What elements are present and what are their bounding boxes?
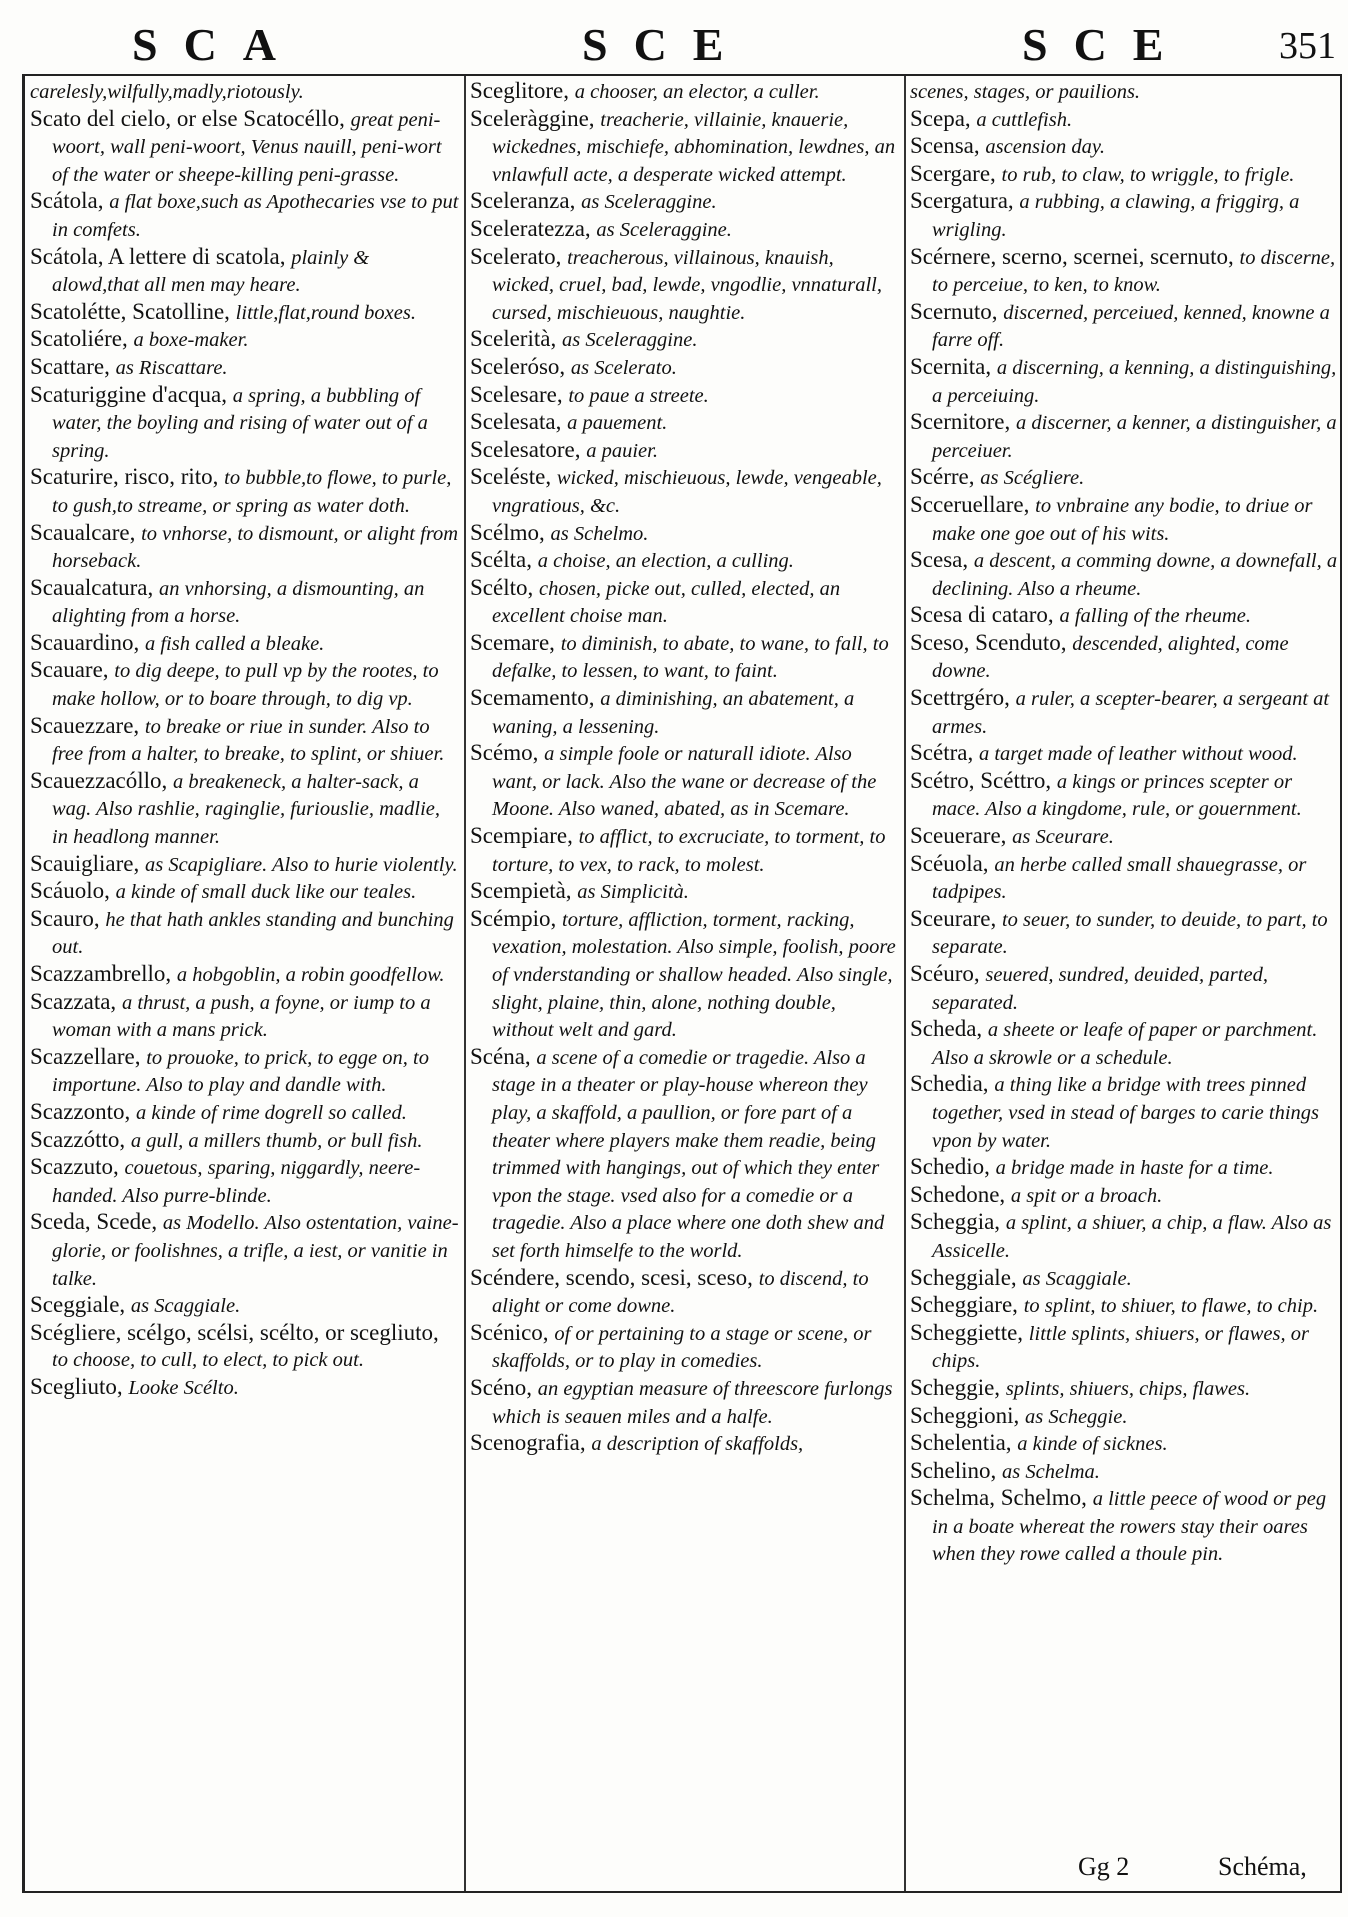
entry-definition: an vnhorsing, a dismounting, an alighting from a horse. [52,577,425,628]
entry-headword: Sceleràggine, [470,105,595,131]
entry-headword: Scheggiette, [910,1319,1024,1345]
dictionary-entry [910,464,1340,492]
dictionary-entry [910,1458,1340,1486]
dictionary-entry [910,133,1340,161]
entry-headword: Scéna, [470,1043,531,1069]
dictionary-entry [30,1099,460,1127]
entry-headword: Scazzuto, [30,1154,119,1180]
entry-headword: Scétro, Scéttro, [910,767,1052,793]
entry-headword: Sceleranza, [470,188,576,214]
dictionary-entry [910,823,1340,851]
entry-headword: Scélmo, [470,519,545,545]
entry-headword: Scelesata, [470,409,562,435]
dictionary-entry [470,1320,900,1375]
dictionary-entry [470,1044,900,1265]
entry-headword: Scaturire, risco, rito, [30,464,219,490]
entry-definition: an egyptian measure of threescore furlongs which is seauen miles and a halfe. [492,1377,893,1428]
dictionary-entry [470,1430,900,1458]
dictionary-entry [470,520,900,548]
entry-definition: as Scheggie. [1025,1405,1128,1428]
dictionary-entry [910,1209,1340,1264]
entry-headword: Sceda, Scede, [30,1209,158,1235]
entry-headword: Scensa, [910,133,980,159]
dictionary-entry [470,547,900,575]
entry-headword: Sceglitore, [470,78,569,103]
entry-headword: Scepa, [910,105,971,131]
entry-definition: a thrust, a push, a foyne, or iump to a woman with a mans prick. [52,991,431,1042]
running-header [22,18,1342,76]
entry-definition: as Simplicità. [577,881,689,904]
dictionary-entry [910,161,1340,189]
column-rule [464,76,466,1891]
entry-headword: Scempietà, [470,878,572,904]
entry-definition: to bubble,to flowe, to purle, to gush,to streame, or spring as water doth. [52,467,452,517]
entry-definition: to discerne, to perceiue, to ken, to know. [932,246,1336,297]
entry-headword: Scheggie, [910,1374,1001,1400]
dictionary-entry [910,1071,1340,1154]
dictionary-entry [30,768,460,851]
dictionary-entry [910,1154,1340,1182]
dictionary-entry [30,1209,460,1292]
entry-headword: Scceruellare, [910,491,1030,517]
entry-headword: Schelentia, [910,1430,1012,1456]
entry-headword: Scelesatore, [470,436,581,462]
entry-headword: Scéuola, [910,850,989,876]
entry-definition: couetous, sparing, niggardly, neere-handed. Also purre-blinde. [52,1157,421,1207]
column-2 [470,78,900,1878]
dictionary-entry [30,1044,460,1099]
entry-definition: to breake or riue in sunder. Also to free from a halter, to breake, to splint, or shiuer. [52,715,445,766]
page-number: 351 [1279,25,1336,67]
dictionary-entry [910,299,1340,354]
entry-definition: to vnbraine any bodie, to driue or make one goe out of his wits. [932,494,1313,545]
entry-headword: Scattare, [30,353,110,379]
dictionary-entry [910,630,1340,685]
entry-definition: a choise, an election, a culling. [537,550,794,573]
entry-definition: descended, alighted, come downe. [932,632,1289,683]
entry-definition: as Scapigliare. Also to hurie violently. [144,853,458,876]
dictionary-entry [910,188,1340,243]
entry-definition: wicked, mischieuous, lewde, vengeable, vngratious, &c. [492,467,882,517]
dictionary-entry [30,106,460,189]
entry-definition: an herbe called small shauegrasse, or tadpipes. [932,853,1307,904]
entry-definition: to vnhorse, to dismount, or alight from horseback. [52,522,459,573]
entry-headword: Scauigliare, [30,850,140,876]
entry-definition: as Scaggiale. [130,1295,241,1318]
entry-definition: Looke Scélto. [128,1376,239,1399]
entry-headword: Schelma, Schelmo, [910,1485,1087,1511]
dictionary-entry [30,713,460,768]
dictionary-entry [470,326,900,354]
entry-definition: little,flat,round boxes. [235,301,416,324]
entry-definition: chosen, picke out, culled, elected, an excellent choise man. [492,577,841,628]
entry-definition: to dig deepe, to pull vp by the rootes, to make hollow, or to boare through, to dig vp. [52,660,439,711]
entry-headword: Scatoliére, [30,326,128,352]
entry-definition: to splint, to shiuer, to flawe, to chip. [1023,1295,1319,1318]
entry-definition: ascension day. [985,136,1105,159]
dictionary-entry [910,1182,1340,1210]
dictionary-entry [470,78,900,106]
entry-definition: torture, affliction, torment, racking, vexation, molestation. Also simple, foolish, poore of vnderstanding or shallow headed. Also single, slight, plaine, thin, alone, nothing double, without welt and gard. [492,908,896,1042]
entry-definition: a pauier. [586,439,658,462]
entry-headword: Scátola, A lettere di scatola, [30,243,286,269]
entry-headword: Scempiare, [470,823,573,849]
entry-definition: as Sceurare. [1012,826,1114,849]
entry-headword: Scaualcatura, [30,574,154,600]
entry-headword: Sceggiale, [30,1292,126,1318]
entry-definition: treacherie, villainie, knauerie, wickednes, mischiefe, abhomination, lewdnes, an vnlawfull acte, a desperate wicked attempt. [492,108,896,186]
entry-headword: Scheggia, [910,1209,1001,1235]
entry-definition: seuered, sundred, deuided, parted, separated. [932,964,1268,1014]
entry-headword: Scégliere, scélgo, scélsi, scélto, or scegliuto, [30,1319,439,1345]
dictionary-entry [910,740,1340,768]
entry-headword: Schedio, [910,1154,990,1180]
dictionary-entry [910,1375,1340,1403]
entry-definition: to diminish, to abate, to wane, to fall, to defalke, to lessen, to want, to faint. [492,632,889,683]
dictionary-entry [910,851,1340,906]
entry-headword: Scauare, [30,657,109,683]
entry-definition: carelesly,wilfully,madly,riotously. [30,81,304,103]
entry-headword: Sceleróso, [470,353,566,379]
entry-definition: to rub, to claw, to wriggle, to frigle. [1001,163,1295,186]
entry-definition: little splints, shiuers, or flawes, or chips. [932,1322,1309,1373]
entry-headword: Scheda, [910,1016,983,1042]
dictionary-entry [30,878,460,906]
dictionary-entry [470,464,900,519]
entry-definition: a falling of the rheume. [1059,605,1251,628]
dictionary-entry [470,823,900,878]
entry-headword: Scazzambrello, [30,961,172,986]
dictionary-entry [470,409,900,437]
entry-headword: Sceleratezza, [470,215,591,241]
entry-headword: Scesa di cataro, [910,602,1054,628]
entry-headword: Scazzellare, [30,1043,141,1069]
entry-headword: Scato del cielo, or else Scatocéllo, [30,105,345,131]
entry-headword: Scéno, [470,1374,532,1400]
entry-headword: Scéuro, [910,961,980,986]
entry-headword: Scénico, [470,1319,549,1345]
dictionary-entry [470,630,900,685]
entry-headword: Scergatura, [910,188,1014,214]
entry-headword: Scémo, [470,740,539,766]
entry-headword: Scesa, [910,547,969,573]
entry-definition: great peni-woort, wall peni-woort, Venus nauill, peni-wort of the water or sheepe-killing peni-grasse. [52,108,442,186]
entry-definition: a diminishing, an abatement, a waning, a lessening. [492,688,855,738]
entry-definition: he that hath ankles standing and bunching out. [52,908,454,959]
dictionary-entry [470,1265,900,1320]
dictionary-entry [910,1016,1340,1071]
entry-definition: to discend, to alight or come downe. [492,1267,869,1318]
dictionary-entry [30,299,460,327]
entry-headword: Schelino, [910,1457,997,1483]
entry-definition: a boxe-maker. [133,329,249,352]
entry-headword: Scheggioni, [910,1402,1020,1428]
entry-definition: a pauement. [567,412,668,435]
entry-headword: Scheggiale, [910,1264,1017,1290]
entry-definition: a kinde of small duck like our teales. [115,881,417,904]
entry-definition: a sheete or leafe of paper or parchment. Also a skrowle or a schedule. [932,1019,1318,1069]
dictionary-entry [30,906,460,961]
dictionary-entry [30,989,460,1044]
entry-definition: a scene of a comedie or tragedie. Also a stage in a theater or play-house whereon they play, a skaffold, a paullion, or fore part of a theater where players make them readie, being trimmed with hangings, out of which they enter vpon the stage. vsed also for a comedie or a tragedie. Also a place where one doth shew and set forth himselfe to the world. [492,1046,885,1262]
dictionary-entry [910,1320,1340,1375]
entry-definition: a kings or princes scepter or mace. Also a kingdome, rule, or gouernment. [932,770,1302,821]
dictionary-entry [910,1292,1340,1320]
entry-definition: to paue a streete. [568,384,709,407]
entry-definition: scenes, stages, or pauilions. [910,81,1141,103]
entry-definition: a kinde of sicknes. [1017,1433,1168,1456]
entry-headword: Scauro, [30,905,100,931]
entry-definition: to seuer, to sunder, to deuide, to part, to separate. [932,908,1328,959]
entry-definition: a bridge made in haste for a time. [995,1157,1274,1180]
dictionary-entry [30,851,460,879]
entry-headword: Scéndere, scendo, scesi, sceso, [470,1264,753,1290]
entry-definition: as Modello. Also ostentation, vaine-glorie, or foolishnes, a trifle, a iest, or vanitie in talke. [52,1212,459,1290]
entry-headword: Scauardino, [30,629,140,655]
entry-definition: splints, shiuers, chips, flawes. [1005,1377,1251,1400]
entry-definition: a splint, a shiuer, a chip, a flaw. Also as Assicelle. [932,1212,1332,1262]
entry-headword: Scegliuto, [30,1373,123,1399]
entry-headword: Sceléste, [470,464,552,490]
entry-definition: a spit or a broach. [1010,1184,1163,1207]
entry-headword: Scaturiggine d'acqua, [30,381,228,407]
dictionary-entry [30,520,460,575]
entry-headword: Sceso, Scenduto, [910,629,1067,655]
dictionary-entry [910,492,1340,547]
entry-definition: a fish called a bleake. [144,632,325,655]
dictionary-entry [30,326,460,354]
entry-headword: Scelerità, [470,326,557,352]
entry-headword: Scemare, [470,629,555,655]
entry-definition: a rubbing, a clawing, a friggirg, a wrigling. [932,191,1300,241]
dictionary-entry [30,657,460,712]
entry-definition: plainly & alowd,that all men may heare. [52,246,370,297]
entry-definition: discerned, perceiued, kenned, knowne a farre off. [932,301,1330,352]
entry-headword: Scauezzare, [30,712,140,738]
dictionary-entry [30,464,460,519]
dictionary-entry [470,244,900,327]
header-left: SCA [132,19,303,70]
entry-definition: a simple foole or naturall idiote. Also want, or lack. Also the wane or decrease of the Moone. Also waned, abated, as in Scemare. [492,743,877,821]
dictionary-entry [910,106,1340,134]
entry-headword: Scernuto, [910,298,998,324]
entry-definition: a flat boxe,such as Apothecaries vse to put in comfets. [52,191,459,241]
entry-definition: as Sceleraggine. [561,329,698,352]
dictionary-entry [470,740,900,823]
entry-headword: Scemamento, [470,685,595,711]
entry-definition: to afflict, to excruciate, to torment, to torture, to vex, to rack, to molest. [492,826,886,876]
entry-headword: Scétra, [910,740,974,766]
entry-definition: a cuttlefish. [976,108,1073,131]
entry-definition: a thing like a bridge with trees pinned together, vsed in stead of barges to carie things vpon by water. [932,1074,1319,1152]
entry-headword: Scelerato, [470,243,562,269]
entry-definition: as Scégliere. [980,467,1085,490]
entry-headword: Sceuerare, [910,823,1007,849]
dictionary-entry [910,961,1340,1016]
dictionary-entry [470,354,900,382]
dictionary-entry [910,1430,1340,1458]
entry-definition: a gull, a millers thumb, or bull fish. [130,1129,423,1152]
dictionary-entry [910,602,1340,630]
column-1 [30,78,460,1878]
dictionary-entry [910,1403,1340,1431]
dictionary-entry [470,106,900,189]
dictionary-entry [30,188,460,243]
column-3 [910,78,1340,1878]
bottom-rule [22,1891,1342,1893]
dictionary-entry [30,961,460,989]
dictionary-entry [910,354,1340,409]
entry-definition: a chooser, an elector, a culler. [574,81,820,103]
signature-mark: Gg 2 [1078,1852,1130,1881]
entry-headword: Scérre, [910,464,975,490]
dictionary-entry [910,906,1340,961]
dictionary-entry [470,382,900,410]
entry-definition: treacherous, villainous, knauish, wicked, cruel, bad, lewde, vngodlie, vnnaturall, cursed, mischieuous, naughtie. [492,246,882,324]
dictionary-entry [470,216,900,244]
dictionary-entry [470,437,900,465]
entry-headword: Scaualcare, [30,519,136,545]
dictionary-entry [470,685,900,740]
entry-headword: Scelesare, [470,381,563,407]
entry-headword: Scheggiare, [910,1292,1018,1318]
dictionary-entry [30,244,460,299]
entry-definition: a discerning, a kenning, a distinguishing, a perceiuing. [932,356,1337,407]
dictionary-entry [30,78,460,106]
dictionary-entry [30,1374,460,1402]
entry-headword: Sceurare, [910,905,997,931]
dictionary-entry [910,1265,1340,1293]
column-rule [904,76,906,1891]
dictionary-entry [30,575,460,630]
entry-headword: Scernita, [910,353,992,379]
entry-headword: Schedia, [910,1071,989,1097]
entry-headword: Scémpio, [470,905,557,931]
entry-definition: as Sceleraggine. [581,191,717,214]
header-center: SCE [582,19,750,70]
entry-definition: a target made of leather without wood. [978,743,1298,766]
entry-headword: Scauezzacóllo, [30,767,168,793]
dictionary-entry [470,575,900,630]
entry-definition: as Sceleraggine. [596,218,732,241]
entry-headword: Scáuolo, [30,878,110,904]
entry-headword: Schedone, [910,1181,1006,1207]
dictionary-entry [470,1375,900,1430]
entry-definition: a discerner, a kenner, a distinguisher, a perceiuer. [932,412,1337,462]
entry-headword: Scérnere, scerno, scernei, scernuto, [910,243,1234,269]
entry-definition: of or pertaining to a stage or scene, or skaffolds, or to play in comedies. [492,1322,872,1373]
dictionary-entry [30,354,460,382]
entry-definition: to choose, to cull, to elect, to pick out. [52,1349,364,1372]
entry-definition: a little peece of wood or peg in a boate whereat the rowers stay their oares when they rowe called a thoule pin. [932,1488,1327,1566]
entry-headword: Scélto, [470,574,534,600]
header-right: SCE [1022,19,1190,70]
dictionary-entry [30,1127,460,1155]
dictionary-entry [910,1485,1340,1568]
entry-headword: Scatolétte, Scatolline, [30,298,230,324]
dictionary-entry [470,906,900,1044]
entry-headword: Scátola, [30,188,104,214]
entry-definition: as Scelerato. [570,356,677,379]
entry-headword: Scazzótto, [30,1126,126,1152]
dictionary-entry [470,188,900,216]
dictionary-entry [30,1154,460,1209]
entry-headword: Scélta, [470,547,532,573]
entry-definition: a breakeneck, a halter-sack, a wag. Also rashlie, raginglie, furiouslie, madlie, in headlong manner. [52,770,440,849]
entry-headword: Scazzata, [30,988,117,1014]
entry-headword: Scazzonto, [30,1098,131,1124]
entry-headword: Scenografia, [470,1430,586,1456]
catchword: Schéma, [1218,1852,1307,1881]
entry-definition: to prouoke, to prick, to egge on, to importune. Also to play and dandle with. [52,1046,429,1097]
dictionary-entry [30,1320,460,1374]
entry-definition: a ruler, a scepter-bearer, a sergeant at armes. [932,688,1330,738]
entry-definition: a spring, a bubbling of water, the boyling and rising of water out of a spring. [52,384,428,462]
entry-definition: as Schelmo. [550,522,649,545]
entry-definition: as Riscattare. [115,356,228,379]
entry-definition: a descent, a comming downe, a downefall, a declining. Also a rheume. [932,550,1338,600]
dictionary-entry [30,382,460,465]
entry-definition: a kinde of rime dogrell so called. [136,1101,407,1124]
entry-definition: as Schelma. [1002,1460,1100,1483]
dictionary-entry [470,878,900,906]
entry-definition: as Scaggiale. [1022,1267,1132,1290]
dictionary-entry [910,768,1340,823]
dictionary-entry [910,78,1340,106]
dictionary-entry [910,685,1340,740]
dictionary-entry [30,1292,460,1320]
entry-headword: Scernitore, [910,409,1011,435]
entry-definition: a description of skaffolds, [591,1433,804,1456]
entry-headword: Scettrgéro, [910,685,1010,711]
dictionary-entry [910,409,1340,464]
entry-headword: Scergare, [910,160,996,186]
entry-definition: a hobgoblin, a robin goodfellow. [176,964,445,986]
dictionary-entry [910,244,1340,299]
dictionary-entry [30,630,460,658]
dictionary-entry [910,547,1340,602]
